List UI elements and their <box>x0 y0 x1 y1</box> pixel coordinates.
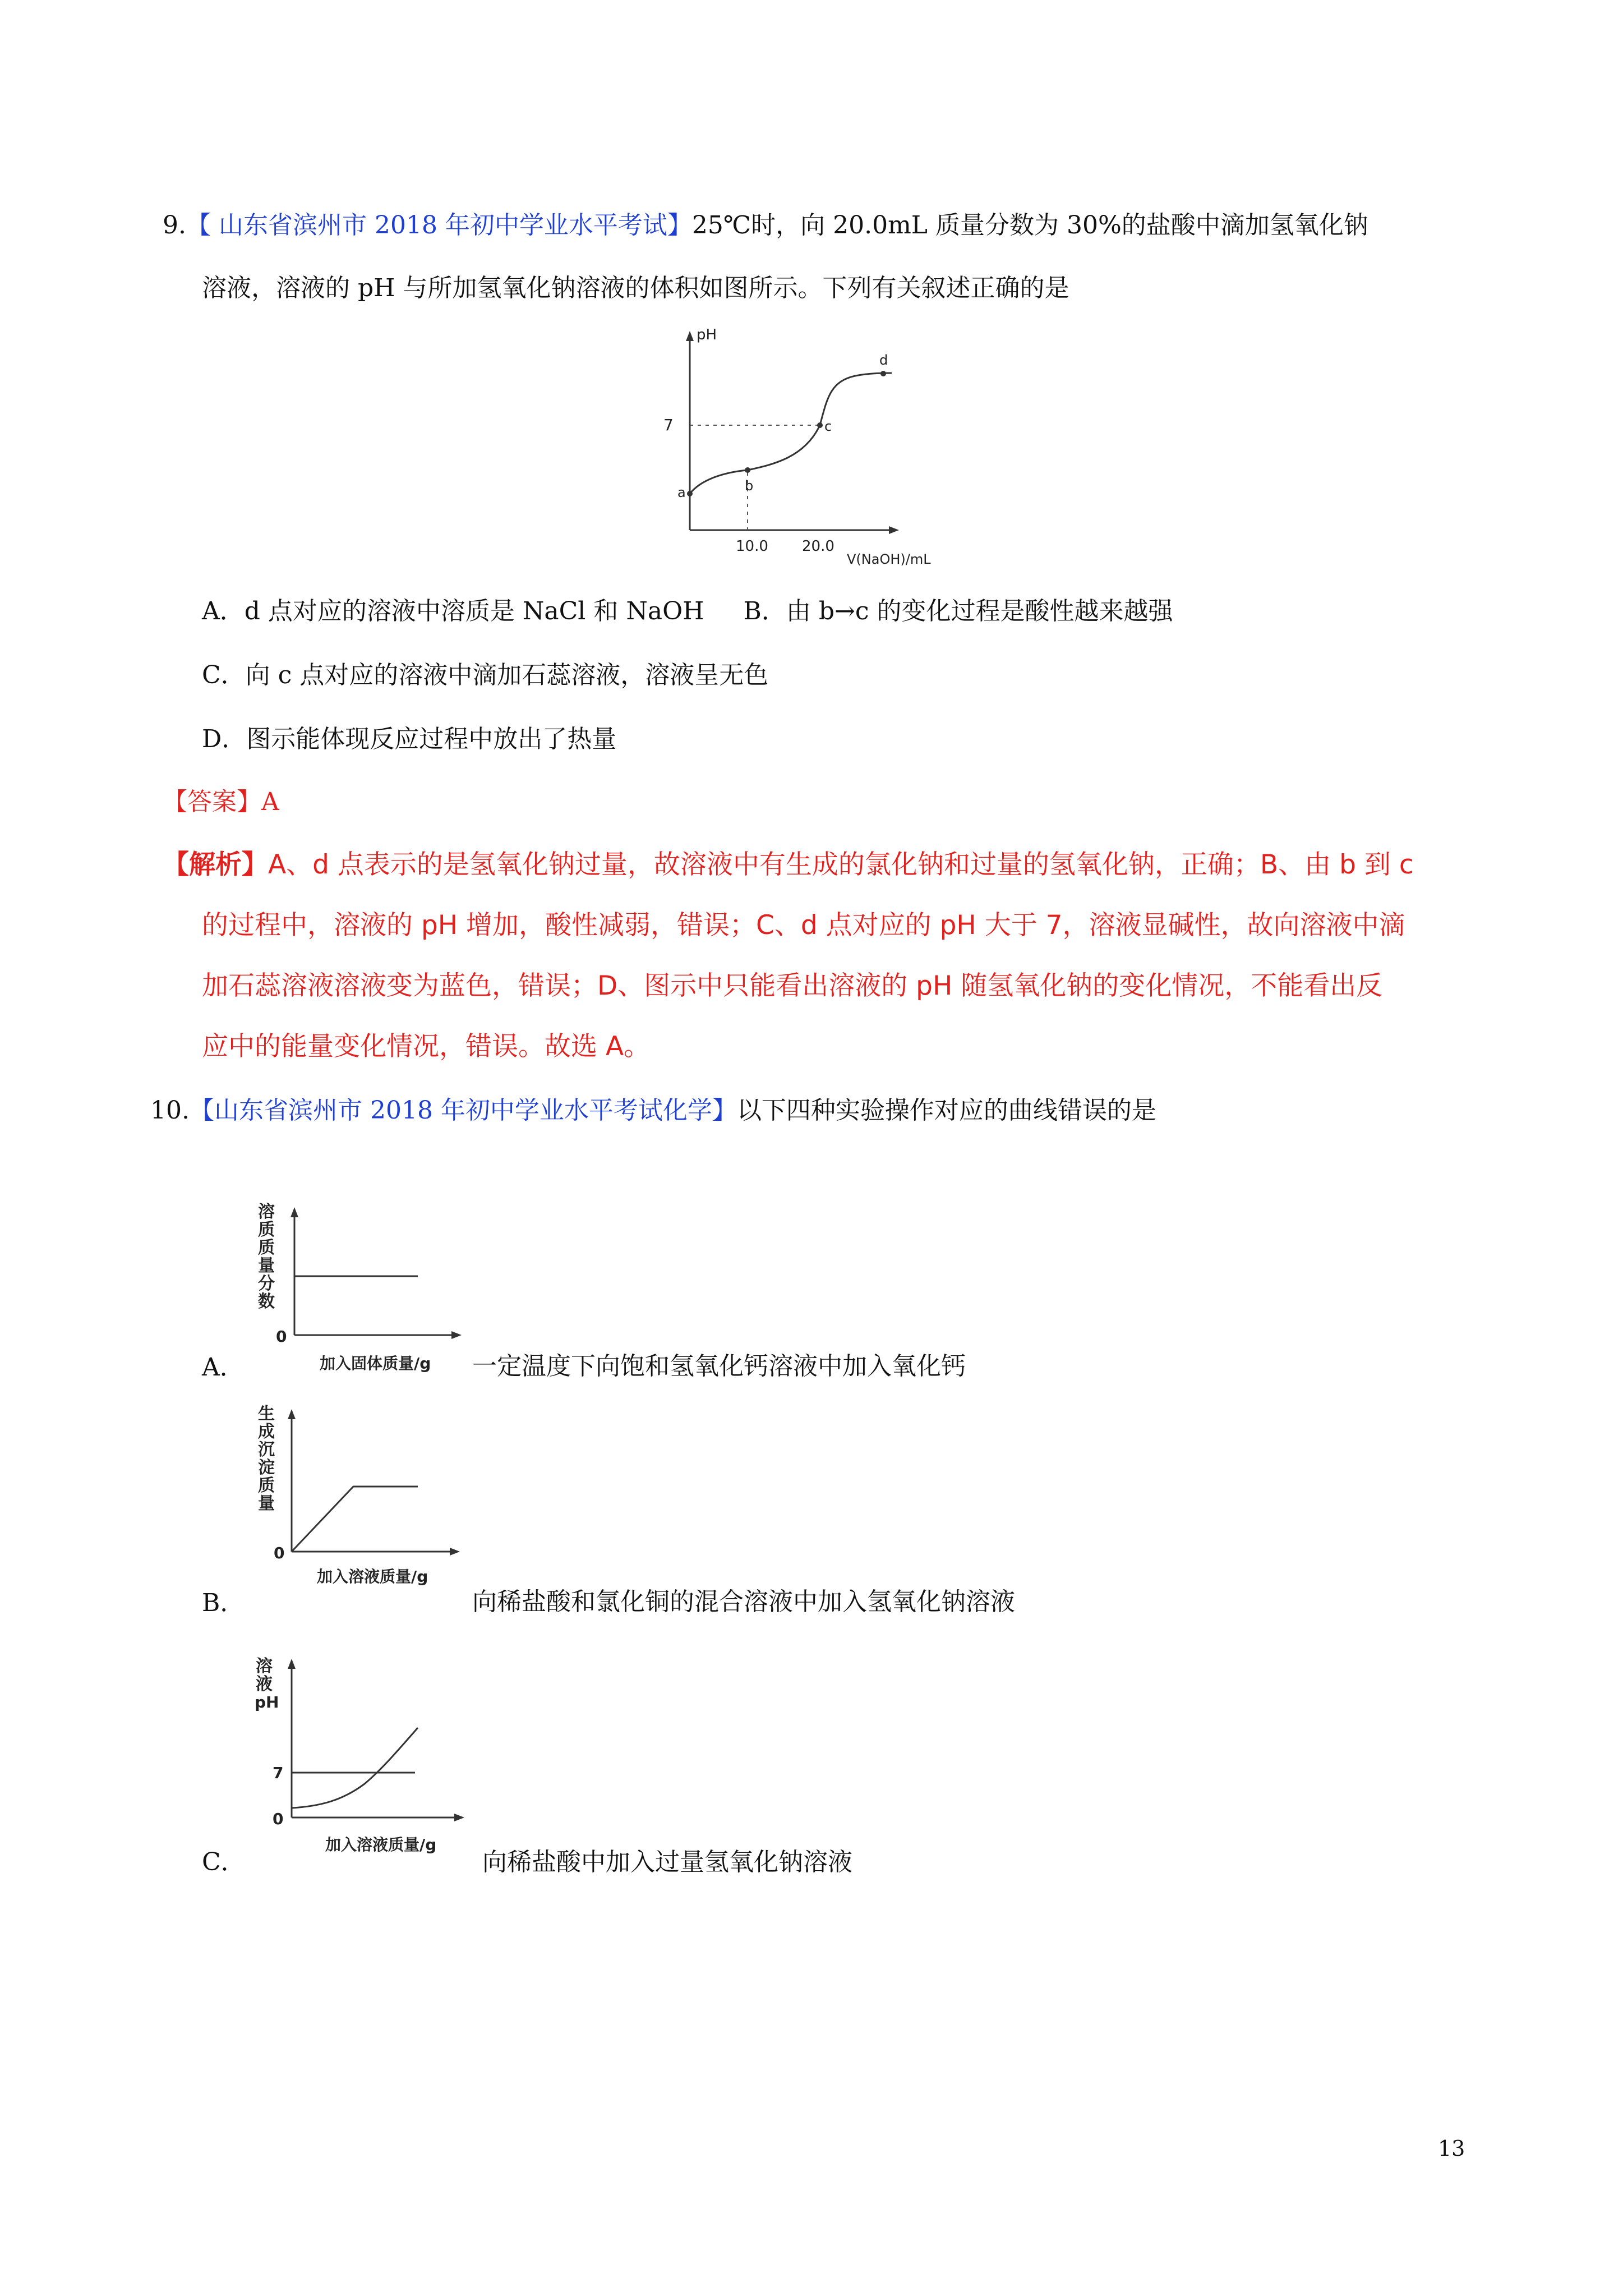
q9-source: 【 山东省滨州市 2018 年初中学业水平考试】 <box>186 211 692 240</box>
q10-a-ylabel-char: 量 <box>258 1256 275 1276</box>
q10-graph-a <box>247 1200 482 1386</box>
q9-ph-curve <box>690 373 892 494</box>
q10-c-ylabel <box>255 1657 279 1711</box>
q9-xtick-20: 20.0 <box>802 538 834 555</box>
q10-a-xlabel: 加入固体质量/g <box>320 1354 431 1373</box>
q9-analysis-line2: 的过程中，溶液的 pH 增加，酸性减弱，错误；C、d 点对应的 pH 大于 7，溶液显碱性，故向溶液中滴 <box>202 910 1405 941</box>
q9-label-d: d <box>879 352 888 368</box>
q9-analysis-tag: 【解析】 <box>163 849 268 880</box>
q10-c-origin: 0 <box>273 1810 284 1828</box>
q9-y-axis-arrow-icon <box>686 331 694 341</box>
q9-stem-line1: 25℃时，向 20.0mL 质量分数为 30%的盐酸中滴加氢氧化钠 <box>691 211 1368 240</box>
q9-label-c: c <box>824 418 832 434</box>
q10-option-c-label: C． <box>202 1848 246 1876</box>
q10-a-origin: 0 <box>276 1327 287 1346</box>
q10-a-ylabel-char: 质 <box>258 1238 275 1258</box>
q9-analysis-text1: A、d 点表示的是氢氧化钠过量，故溶液中有生成的氯化钠和过量的氢氧化钠，正确；B、由 b 到 c <box>268 849 1414 880</box>
q10-option-b-label: B． <box>202 1589 245 1617</box>
q9-option-d: D．图示能体现反应过程中放出了热量 <box>202 725 617 753</box>
q10-b-xlabel: 加入溶液质量/g <box>317 1567 428 1586</box>
q10-a-x-arrow-icon <box>451 1331 462 1339</box>
q9-answer: 【答案】A <box>163 788 279 816</box>
q10-b-curve <box>292 1487 418 1552</box>
q10-b-ylabel <box>258 1404 275 1513</box>
q9-options-ab <box>202 595 1173 628</box>
q9-point-a <box>687 491 693 496</box>
q10-a-ylabel-char: 分 <box>258 1274 275 1294</box>
q10-a-ylabel-char: 溶 <box>258 1202 275 1222</box>
q9-analysis-line3: 加石蕊溶液溶液变为蓝色，错误；D、图示中只能看出溶液的 pH 随氢氧化钠的变化情况，不能看出反 <box>202 970 1383 1001</box>
q10-number: 10. <box>150 1096 190 1125</box>
q9-option-a: A．d 点对应的溶液中溶质是 NaCl 和 NaOH <box>202 597 704 625</box>
q10-c-ytick-7: 7 <box>273 1764 284 1782</box>
q9-option-c: C．向 c 点对应的溶液中滴加石蕊溶液，溶液呈无色 <box>202 661 769 689</box>
q10-c-ylabel-char: 溶 <box>256 1657 273 1676</box>
q10-stem: 以下四种实验操作对应的曲线错误的是 <box>736 1096 1156 1125</box>
q10-graph-b <box>247 1397 482 1604</box>
q10-b-ylabel-char: 成 <box>258 1422 275 1442</box>
q10-a-ylabel-char: 数 <box>258 1292 275 1312</box>
q10-a-ylabel-char: 质 <box>258 1220 275 1240</box>
q9-xtick-10: 10.0 <box>736 538 768 555</box>
q9-label-a: a <box>677 485 686 500</box>
q10-b-origin: 0 <box>274 1544 285 1562</box>
q10-b-ylabel-char: 沉 <box>258 1440 275 1460</box>
q10-b-ylabel-char: 生 <box>258 1404 275 1424</box>
q9-heading <box>163 209 1368 242</box>
q9-ph-graph <box>662 325 987 567</box>
q9-analysis-line4: 应中的能量变化情况，错误。故选 A。 <box>202 1031 651 1062</box>
q9-number: 9. <box>163 211 186 240</box>
q10-b-y-arrow-icon <box>288 1409 296 1419</box>
q10-b-ylabel-char: 量 <box>258 1494 275 1513</box>
q10-a-y-arrow-icon <box>291 1207 298 1217</box>
q10-c-ylabel-char: pH <box>255 1693 279 1711</box>
page-number: 13 <box>1438 2136 1465 2161</box>
q9-xlabel: V(NaOH)/mL <box>847 551 931 567</box>
q9-analysis-line1 <box>163 848 1414 882</box>
q10-option-a-label: A． <box>202 1353 245 1382</box>
q10-source: 【山东省滨州市 2018 年初中学业水平考试化学】 <box>189 1096 737 1125</box>
q10-graph-c <box>247 1638 482 1862</box>
q10-b-x-arrow-icon <box>450 1548 460 1556</box>
q10-c-y-arrow-icon <box>288 1659 296 1669</box>
q10-option-c-text: 向稀盐酸中加入过量氢氧化钠溶液 <box>482 1848 852 1876</box>
q10-c-curve <box>292 1728 418 1808</box>
q9-point-b <box>745 467 750 473</box>
q10-b-ylabel-char: 淀 <box>258 1458 275 1478</box>
q9-ylabel: pH <box>697 326 717 343</box>
q9-label-b: b <box>745 478 754 494</box>
q9-x-axis-arrow-icon <box>889 526 899 534</box>
q10-option-a-text: 一定温度下向饱和氢氧化钙溶液中加入氧化钙 <box>472 1352 966 1381</box>
q10-c-xlabel: 加入溶液质量/g <box>325 1835 437 1854</box>
q10-c-ylabel-char: 液 <box>256 1674 273 1694</box>
q9-stem-line2: 溶液，溶液的 pH 与所加氢氧化钠溶液的体积如图所示。下列有关叙述正确的是 <box>202 274 1069 302</box>
q10-c-x-arrow-icon <box>454 1814 464 1821</box>
q9-point-c <box>817 422 823 428</box>
q9-option-b: B．由 b→c 的变化过程是酸性越来越强 <box>743 597 1173 625</box>
q10-a-ylabel <box>258 1202 275 1312</box>
q9-point-d <box>880 371 886 376</box>
q10-option-b-text: 向稀盐酸和氯化铜的混合溶液中加入氢氧化钠溶液 <box>472 1588 1015 1616</box>
q9-ytick-7: 7 <box>663 416 674 434</box>
q10-heading <box>150 1094 1156 1128</box>
q10-b-ylabel-char: 质 <box>258 1476 275 1496</box>
